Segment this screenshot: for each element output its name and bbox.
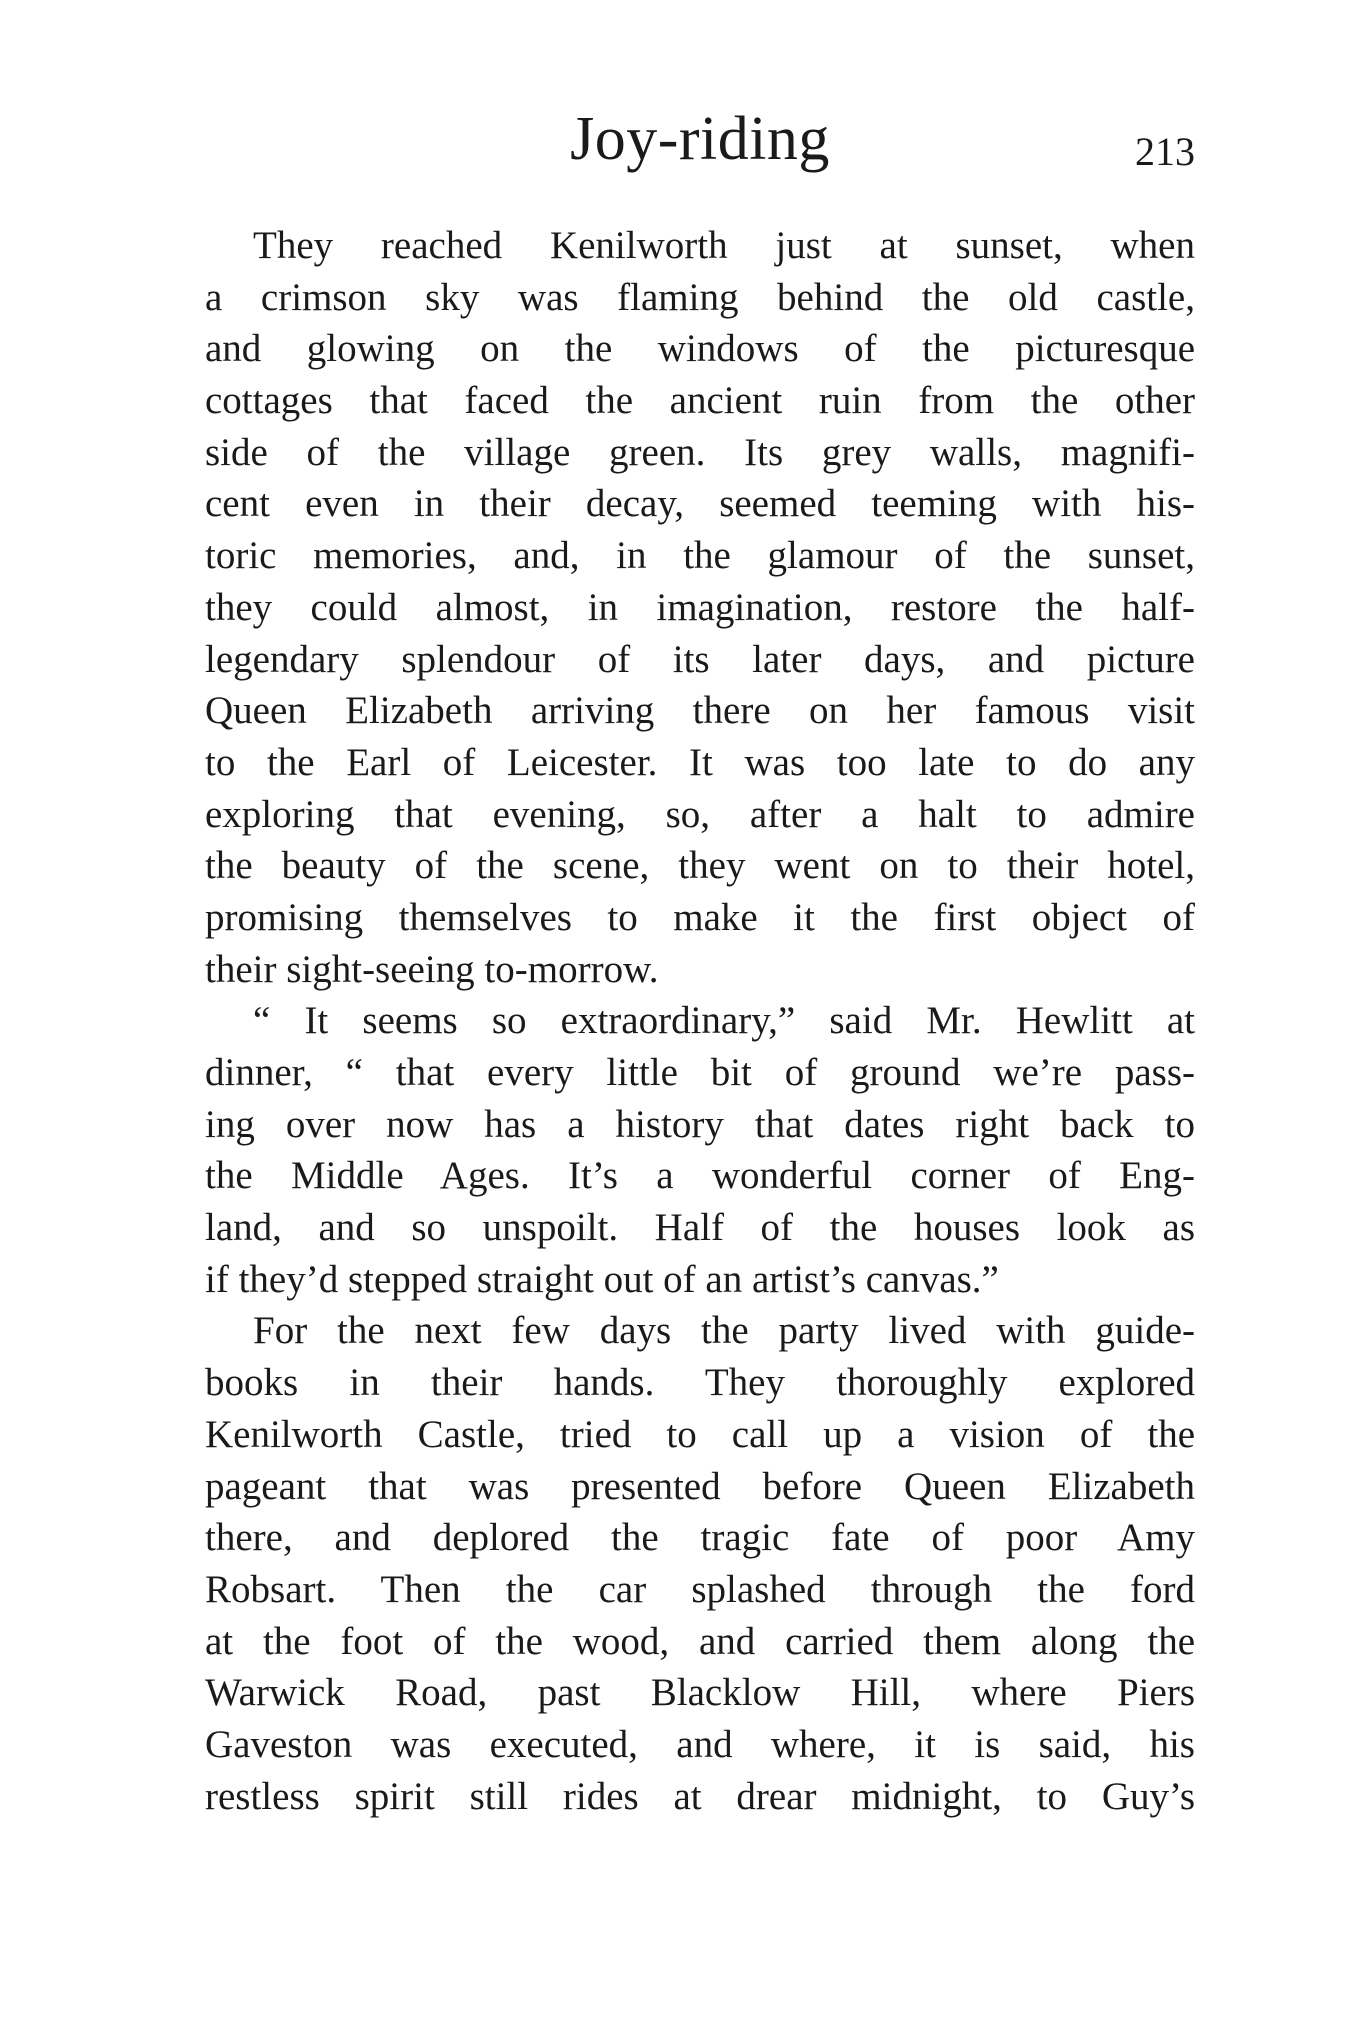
text-line: the Middle Ages. It’s a wonderful corner of Eng- [205,1154,1195,1198]
text-line: a crimson sky was flaming behind the old castle, [205,275,1195,319]
text-line: For the next few days the party lived with guide- [253,1309,1195,1353]
text-line: to the Earl of Leicester. It was too late to do any [205,740,1195,784]
text-line: books in their hands. They thoroughly explored [205,1361,1195,1405]
body-text [205,220,1195,1822]
text-line: promising themselves to make it the first object of [205,895,1195,939]
text-line: Robsart. Then the car splashed through the ford [205,1567,1195,1611]
text-line: cottages that faced the ancient ruin from the other [205,379,1195,423]
text-line: “ It seems so extraordinary,” said Mr. Hewlitt at [253,999,1195,1043]
text-line: ing over now has a history that dates right back to [205,1102,1195,1146]
text-line: land, and so unspoilt. Half of the houses look as [205,1206,1195,1250]
text-line: restless spirit still rides at drear midnight, to Guy’s [205,1774,1195,1818]
text-line: exploring that evening, so, after a halt to admire [205,792,1195,836]
text-line: legendary splendour of its later days, and picture [205,637,1195,681]
text-line: They reached Kenilworth just at sunset, when [253,224,1195,267]
text-line: their sight-seeing to-morrow. [205,947,659,991]
text-line: and glowing on the windows of the picturesque [205,327,1195,371]
text-line: Queen Elizabeth arriving there on her famous visit [205,689,1195,733]
text-line: they could almost, in imagination, restore the half- [205,585,1195,629]
text-line: side of the village green. Its grey walls, magnifi- [205,430,1195,474]
text-line: dinner, “ that every little bit of ground we’re pass- [205,1051,1195,1094]
text-line: cent even in their decay, seemed teeming with his- [205,482,1195,526]
page-number: 213 [1135,129,1195,174]
text-line: if they’d stepped straight out of an artist’s canvas.” [205,1257,999,1301]
text-line: at the foot of the wood, and carried them along the [205,1619,1195,1663]
text-line: the beauty of the scene, they went on to their hotel, [205,844,1195,888]
text-line: toric memories, and, in the glamour of the sunset, [205,534,1195,578]
text-line: Warwick Road, past Blacklow Hill, where Piers [205,1671,1195,1715]
text-line: there, and deplored the tragic fate of poor Amy [205,1516,1195,1560]
running-title: Joy-riding [570,105,830,173]
text-line: Gaveston was executed, and where, it is said, his [205,1722,1195,1766]
running-head [205,105,1195,208]
text-line: Kenilworth Castle, tried to call up a vision of the [205,1412,1195,1456]
text-line: pageant that was presented before Queen Elizabeth [205,1464,1195,1508]
